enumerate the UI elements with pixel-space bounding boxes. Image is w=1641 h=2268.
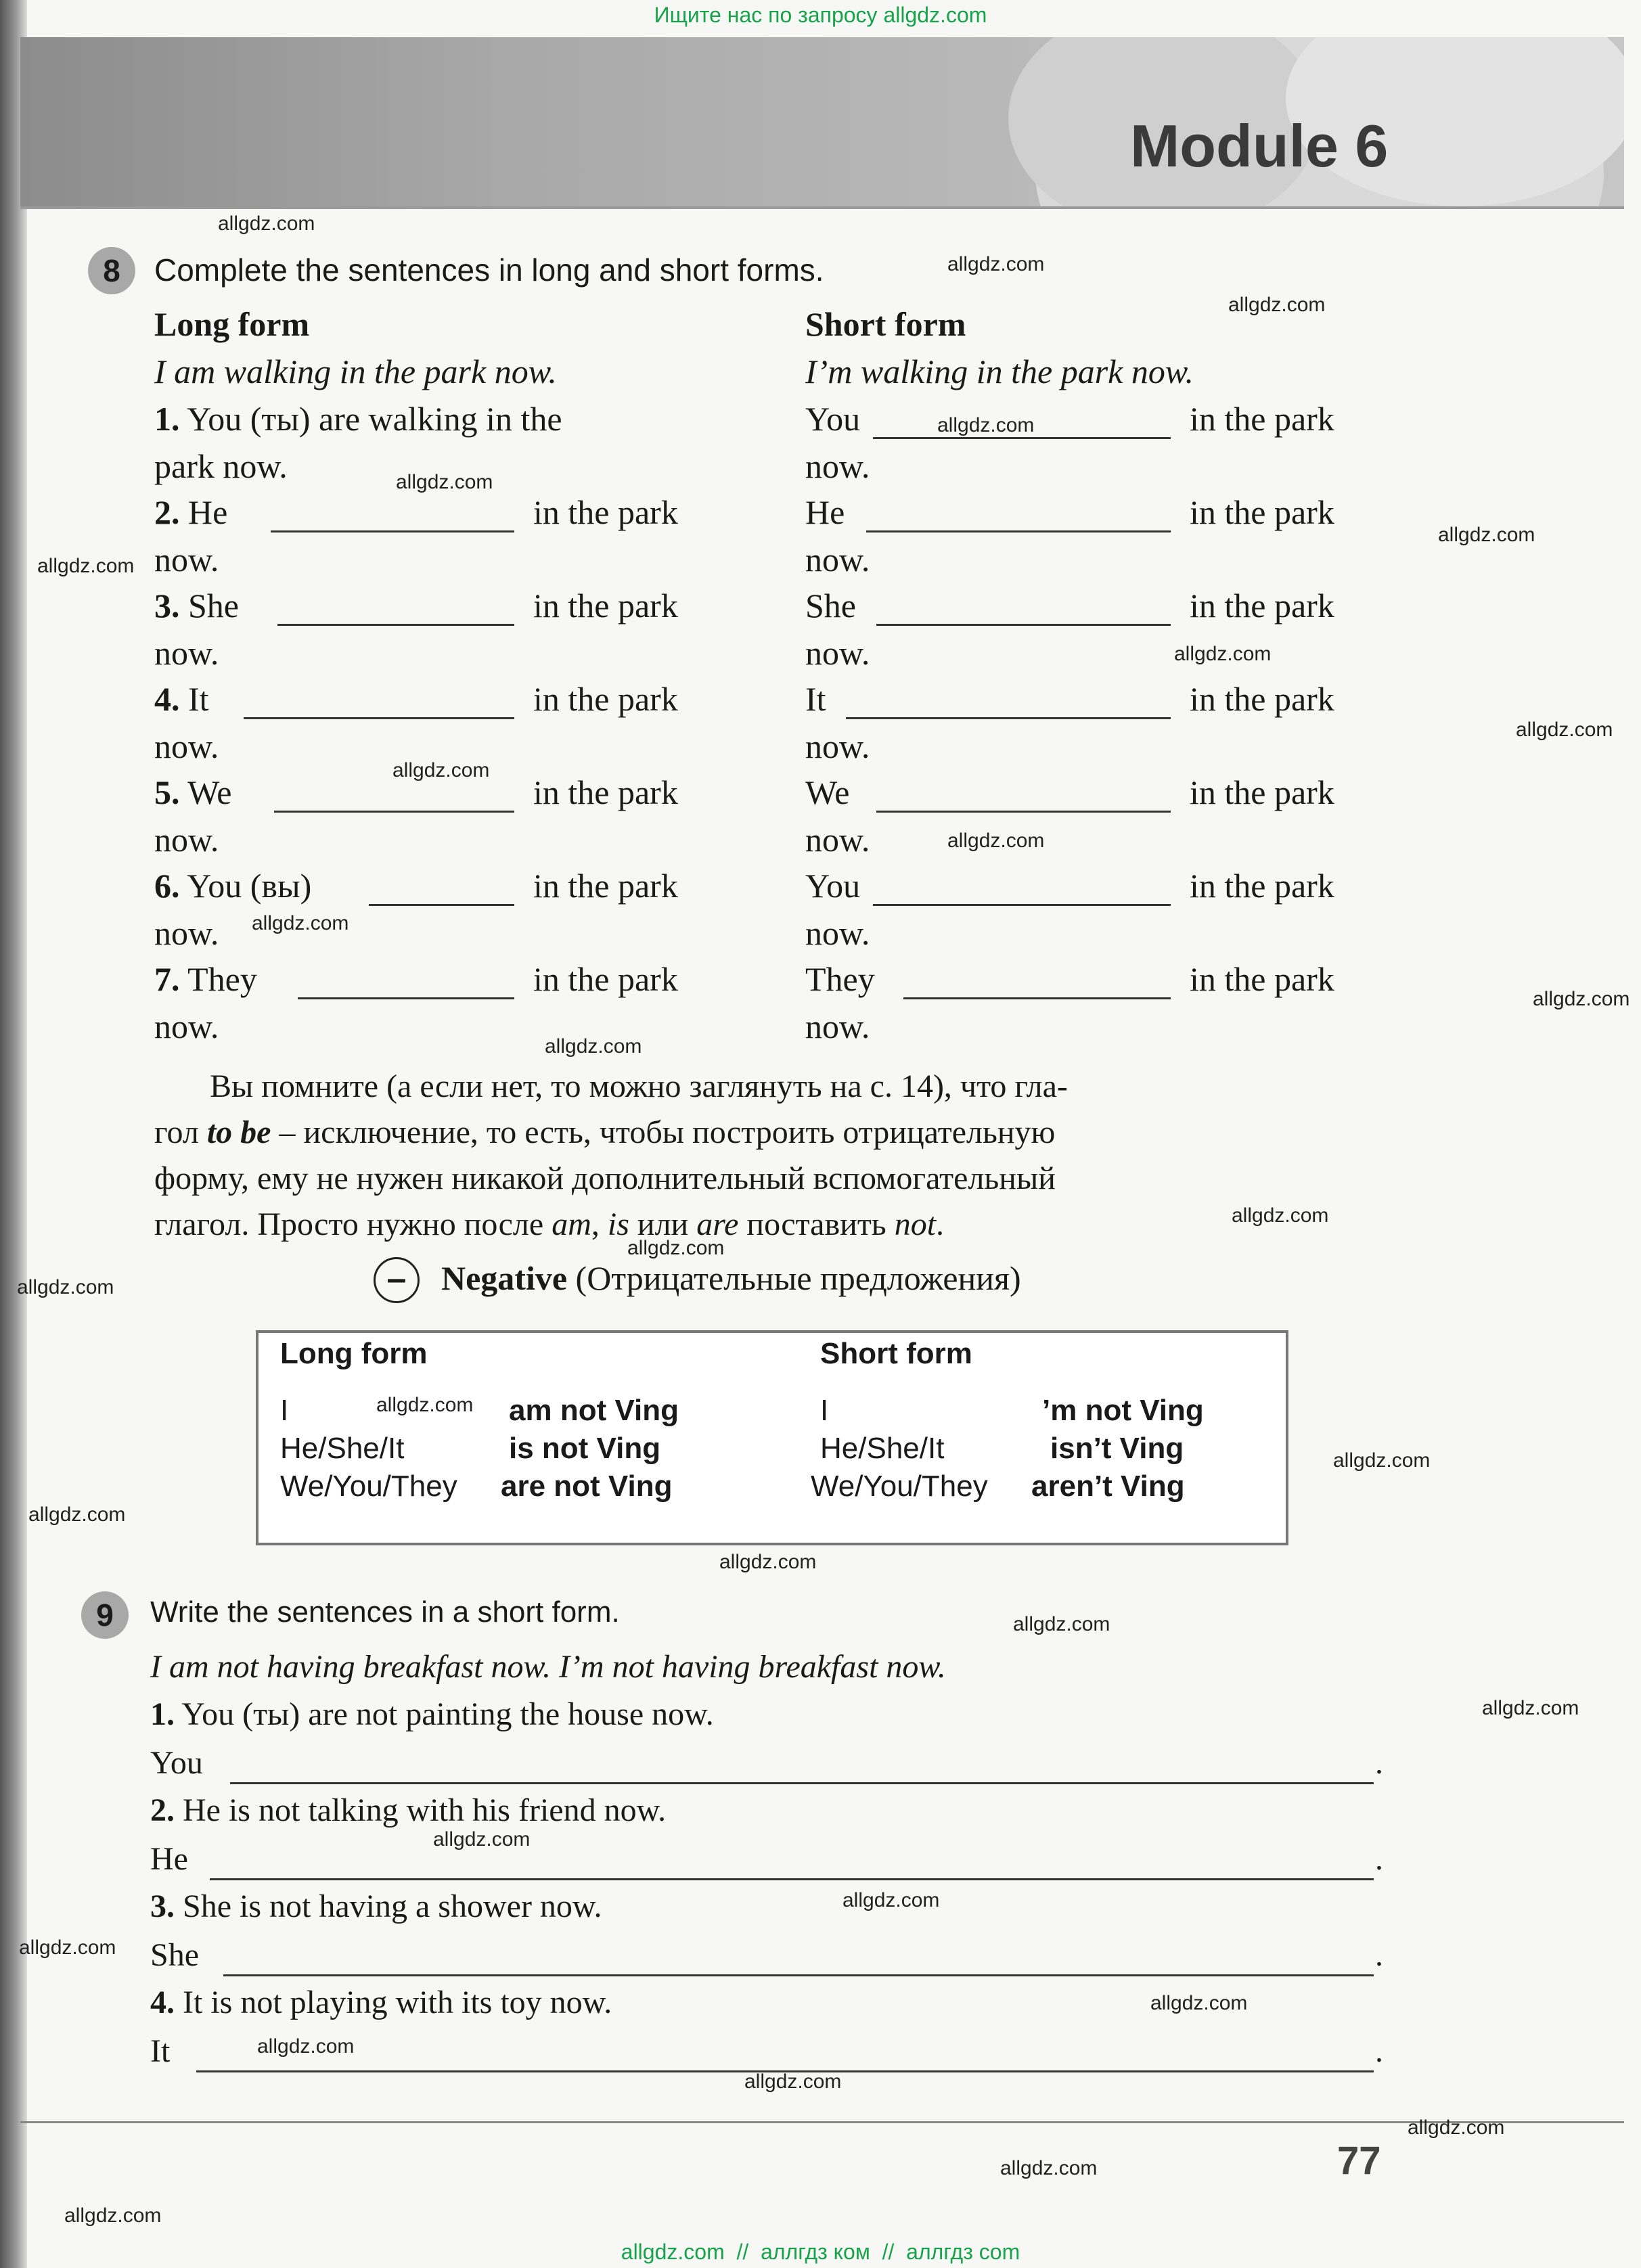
ex9-item-1-answer-blank[interactable] <box>230 1782 1374 1784</box>
item-text: are walking in the <box>319 400 562 438</box>
watermark-site: allgdz.com <box>1232 1204 1329 1227</box>
item-text: He is not talking with his friend now. <box>183 1792 667 1828</box>
ex8-item-3-long-blank[interactable] <box>277 624 514 626</box>
item-subject: She <box>188 587 239 625</box>
item-number: 5. <box>154 773 180 811</box>
ex8-item-3-short-subject: She <box>805 587 856 625</box>
item-number: 2. <box>154 493 180 531</box>
ex8-item-1-long <box>154 399 562 438</box>
watermark-site: allgdz.com <box>433 1828 531 1851</box>
exercise-9-instruction: Write the sentences in a short form. <box>150 1595 620 1629</box>
note-text: поставить <box>738 1206 895 1242</box>
watermark-site: allgdz.com <box>1333 1449 1431 1472</box>
ex8-item-3-long-cont: now. <box>154 634 219 672</box>
top-watermark: Ищите нас по запросу allgdz.com <box>654 3 987 27</box>
note-text: – исключение, то есть, чтобы построить отрицательную <box>271 1114 1056 1150</box>
ex8-item-5-short-tail: in the park <box>1190 773 1334 811</box>
ex8-item-7-short-tail: in the park <box>1190 960 1334 998</box>
ex8-item-5-short-cont: now. <box>805 821 870 859</box>
watermark-site: allgdz.com <box>1533 988 1630 1010</box>
watermark-site: allgdz.com <box>64 2204 162 2227</box>
note-line-2 <box>154 1114 1055 1151</box>
table-row-2-subject: He/She/It <box>280 1432 405 1465</box>
ex9-item-3-period: . <box>1375 1937 1383 1973</box>
exercise-9-number: 9 <box>81 1591 129 1639</box>
watermark-site: allgdz.com <box>842 1889 940 1911</box>
ex9-item-2 <box>150 1792 666 1829</box>
item-text: She is not having a shower now. <box>183 1888 602 1924</box>
negative-minus-icon <box>374 1257 420 1303</box>
note-are: are <box>696 1206 739 1242</box>
ex9-item-3-answer-start: She <box>150 1937 199 1973</box>
item-number: 1. <box>150 1696 175 1732</box>
table-row-3-subject: We/You/They <box>280 1470 457 1503</box>
item-number: 4. <box>150 1984 175 2020</box>
watermark-site: allgdz.com <box>719 1551 817 1573</box>
ex8-item-7-long-cont: now. <box>154 1007 219 1045</box>
ex8-item-4-long-cont: now. <box>154 727 219 765</box>
watermark-site: allgdz.com <box>392 759 490 781</box>
module-title: Module 6 <box>1130 112 1389 179</box>
ex8-item-5-short-blank[interactable] <box>876 811 1171 813</box>
watermark-site: allgdz.com <box>1174 643 1272 665</box>
note-is: is <box>607 1206 629 1242</box>
ex9-item-3-answer-blank[interactable] <box>223 1974 1374 1976</box>
ex8-item-6-short-cont: now. <box>805 914 870 952</box>
ex8-item-4-long-tail: in the park <box>533 680 678 718</box>
watermark-site: allgdz.com <box>1000 2157 1098 2179</box>
ex8-item-1-long-cont: park now. <box>154 447 288 485</box>
ex8-item-2-long-tail: in the park <box>533 493 678 531</box>
exercise-8-instruction: Complete the sentences in long and short forms. <box>154 252 824 288</box>
note-text: глагол. Просто нужно после <box>154 1206 552 1242</box>
watermark-site: allgdz.com <box>1438 524 1535 546</box>
watermark-site: allgdz.com <box>218 212 315 235</box>
ex9-item-2-period: . <box>1375 1841 1383 1877</box>
ex8-item-2-long <box>154 493 227 532</box>
ex9-item-4 <box>150 1984 612 2021</box>
ex9-item-3 <box>150 1888 602 1925</box>
watermark-site: allgdz.com <box>19 1936 116 1959</box>
ex9-item-2-answer-blank[interactable] <box>210 1878 1374 1880</box>
ex9-item-4-answer-start: It <box>150 2033 171 2069</box>
watermark-site: allgdz.com <box>947 830 1045 852</box>
short-form-header: Short form <box>805 305 966 343</box>
ex8-item-5-long-tail: in the park <box>533 773 678 811</box>
table-row-3-short: aren’t Ving <box>1031 1470 1185 1503</box>
item-number: 3. <box>154 587 180 625</box>
item-number: 6. <box>154 867 180 905</box>
ex9-item-1-period: . <box>1375 1745 1383 1781</box>
long-form-header: Long form <box>154 305 310 343</box>
bottom-watermark: allgdz.com // аллгдз ком // аллгдз com <box>621 2240 1020 2264</box>
watermark-site: allgdz.com <box>252 912 349 934</box>
item-subject: They <box>187 960 257 998</box>
ex8-item-5-long-blank[interactable] <box>274 811 514 813</box>
ex8-item-2-short-blank[interactable] <box>866 530 1171 532</box>
ex8-item-1-short-cont: now. <box>805 447 870 485</box>
watermark-site: allgdz.com <box>937 414 1035 436</box>
ex8-item-6-long <box>154 866 311 905</box>
ex8-item-3-long-tail: in the park <box>533 587 678 625</box>
ex8-item-6-long-tail: in the park <box>533 867 678 905</box>
item-subject: It <box>188 680 209 718</box>
ex8-item-4-long-blank[interactable] <box>244 717 514 719</box>
ex8-item-6-long-blank[interactable] <box>369 904 514 906</box>
table-row-3-long: are not Ving <box>501 1470 673 1503</box>
ex8-item-6-short-blank[interactable] <box>873 904 1171 906</box>
item-text: You (ты) are not painting the house now. <box>181 1696 714 1732</box>
watermark-site: allgdz.com <box>744 2070 842 2093</box>
note-line-4 <box>154 1206 944 1243</box>
ex8-item-2-short-subject: He <box>805 493 845 531</box>
item-number: 1. <box>154 400 180 438</box>
ex8-item-7-long-blank[interactable] <box>298 997 514 999</box>
ex8-item-1-short-tail: in the park <box>1190 400 1334 438</box>
negative-heading <box>441 1258 1021 1298</box>
ex8-item-5-long <box>154 773 232 812</box>
watermark-site: allgdz.com <box>1482 1697 1579 1719</box>
note-text: или <box>629 1206 697 1242</box>
watermark-site: allgdz.com <box>1150 1992 1248 2014</box>
watermark-site: allgdz.com <box>545 1035 642 1058</box>
ex8-item-3-short-cont: now. <box>805 634 870 672</box>
ex8-item-5-short-subject: We <box>805 773 850 811</box>
ex8-item-2-short-tail: in the park <box>1190 493 1334 531</box>
note-text: гол <box>154 1114 207 1150</box>
table-row-2-short: isn’t Ving <box>1050 1432 1184 1465</box>
ex8-item-7-short-subject: They <box>805 960 875 998</box>
ex8-item-2-long-blank[interactable] <box>271 530 514 532</box>
example-long: I am walking in the park now. <box>154 353 557 390</box>
ex8-item-7-long <box>154 959 257 999</box>
watermark-site: allgdz.com <box>627 1237 725 1259</box>
ex8-item-6-long-cont: now. <box>154 914 219 952</box>
ex8-item-3-short-tail: in the park <box>1190 587 1334 625</box>
ex8-item-4-short-subject: It <box>805 680 826 718</box>
watermark-site: allgdz.com <box>1516 719 1613 741</box>
item-subject: He <box>188 493 228 531</box>
ex8-item-4-short-cont: now. <box>805 727 870 765</box>
watermark-site: allgdz.com <box>376 1394 474 1416</box>
ex8-item-3-short-blank[interactable] <box>876 624 1171 626</box>
ex8-item-7-short-cont: now. <box>805 1007 870 1045</box>
ex8-item-4-short-tail: in the park <box>1190 680 1334 718</box>
item-number: 2. <box>150 1792 175 1828</box>
watermark-site: allgdz.com <box>396 471 493 493</box>
item-number: 4. <box>154 680 180 718</box>
item-number: 3. <box>150 1888 175 1924</box>
table-row-3-short-subject: We/You/They <box>811 1470 988 1503</box>
watermark-site: allgdz.com <box>17 1276 114 1298</box>
page-number: 77 <box>1337 2139 1381 2183</box>
exercise-8-number: 8 <box>88 247 135 294</box>
ex8-item-6-short-tail: in the park <box>1190 867 1334 905</box>
note-line-3: форму, ему не нужен никакой дополнительный вспомогательный <box>154 1160 1056 1196</box>
note-text: , <box>591 1206 608 1242</box>
table-row-1-short: ’m not Ving <box>1042 1394 1204 1427</box>
item-subject: You (ты) <box>187 400 311 438</box>
item-text: It is not playing with its toy now. <box>183 1984 612 2020</box>
ex8-item-1-short-subject: You <box>805 400 861 438</box>
ex9-item-1-answer-start: You <box>150 1745 203 1781</box>
note-text: . <box>936 1206 945 1242</box>
watermark-site: allgdz.com <box>1228 294 1326 316</box>
table-row-1-subject: I <box>280 1394 289 1427</box>
ex8-item-2-short-cont: now. <box>805 541 870 579</box>
ex8-item-3-long <box>154 586 239 625</box>
negative-title: Negative <box>441 1259 568 1297</box>
note-line-1: Вы помните (а если нет, то можно заглянуть на с. 14), что гла- <box>210 1068 1068 1104</box>
note-am: am <box>552 1206 591 1242</box>
ex8-item-4-long <box>154 679 209 719</box>
ex8-item-5-long-cont: now. <box>154 821 219 859</box>
note-to-be: to be <box>206 1114 271 1150</box>
ex9-item-4-period: . <box>1375 2033 1383 2069</box>
watermark-site: allgdz.com <box>1408 2116 1505 2139</box>
ex8-item-2-long-cont: now. <box>154 541 219 579</box>
ex8-item-4-short-blank[interactable] <box>846 717 1171 719</box>
table-row-1-short-subject: I <box>820 1394 829 1427</box>
footer-divider <box>20 2121 1624 2123</box>
ex8-item-1-short-blank[interactable] <box>873 437 1171 439</box>
watermark-site: allgdz.com <box>947 253 1045 275</box>
header-bottom-line <box>20 206 1624 209</box>
negative-subtitle: (Отрицательные предложения) <box>567 1259 1021 1297</box>
table-long-header: Long form <box>280 1337 428 1370</box>
example-short: I’m walking in the park now. <box>805 353 1194 390</box>
ex8-item-7-long-tail: in the park <box>533 960 678 998</box>
table-row-2-long: is not Ving <box>509 1432 661 1465</box>
ex9-item-1 <box>150 1696 714 1733</box>
left-scan-shadow <box>0 0 27 2268</box>
minus-symbol: – <box>386 1259 407 1298</box>
watermark-site: allgdz.com <box>28 1503 126 1526</box>
watermark-site: allgdz.com <box>257 2035 355 2058</box>
item-number: 7. <box>154 960 180 998</box>
ex8-item-7-short-blank[interactable] <box>903 997 1171 999</box>
item-subject: You (вы) <box>187 867 312 905</box>
ex9-item-2-answer-start: He <box>150 1841 188 1877</box>
item-subject: We <box>187 773 232 811</box>
table-row-1-long: am not Ving <box>509 1394 679 1427</box>
note-not: not <box>894 1206 937 1242</box>
table-short-header: Short form <box>820 1337 972 1370</box>
table-row-2-short-subject: He/She/It <box>820 1432 945 1465</box>
watermark-site: allgdz.com <box>1013 1613 1110 1635</box>
ex9-example: I am not having breakfast now. I’m not having breakfast now. <box>150 1649 946 1685</box>
ex8-item-6-short-subject: You <box>805 867 861 905</box>
watermark-site: allgdz.com <box>37 555 135 577</box>
